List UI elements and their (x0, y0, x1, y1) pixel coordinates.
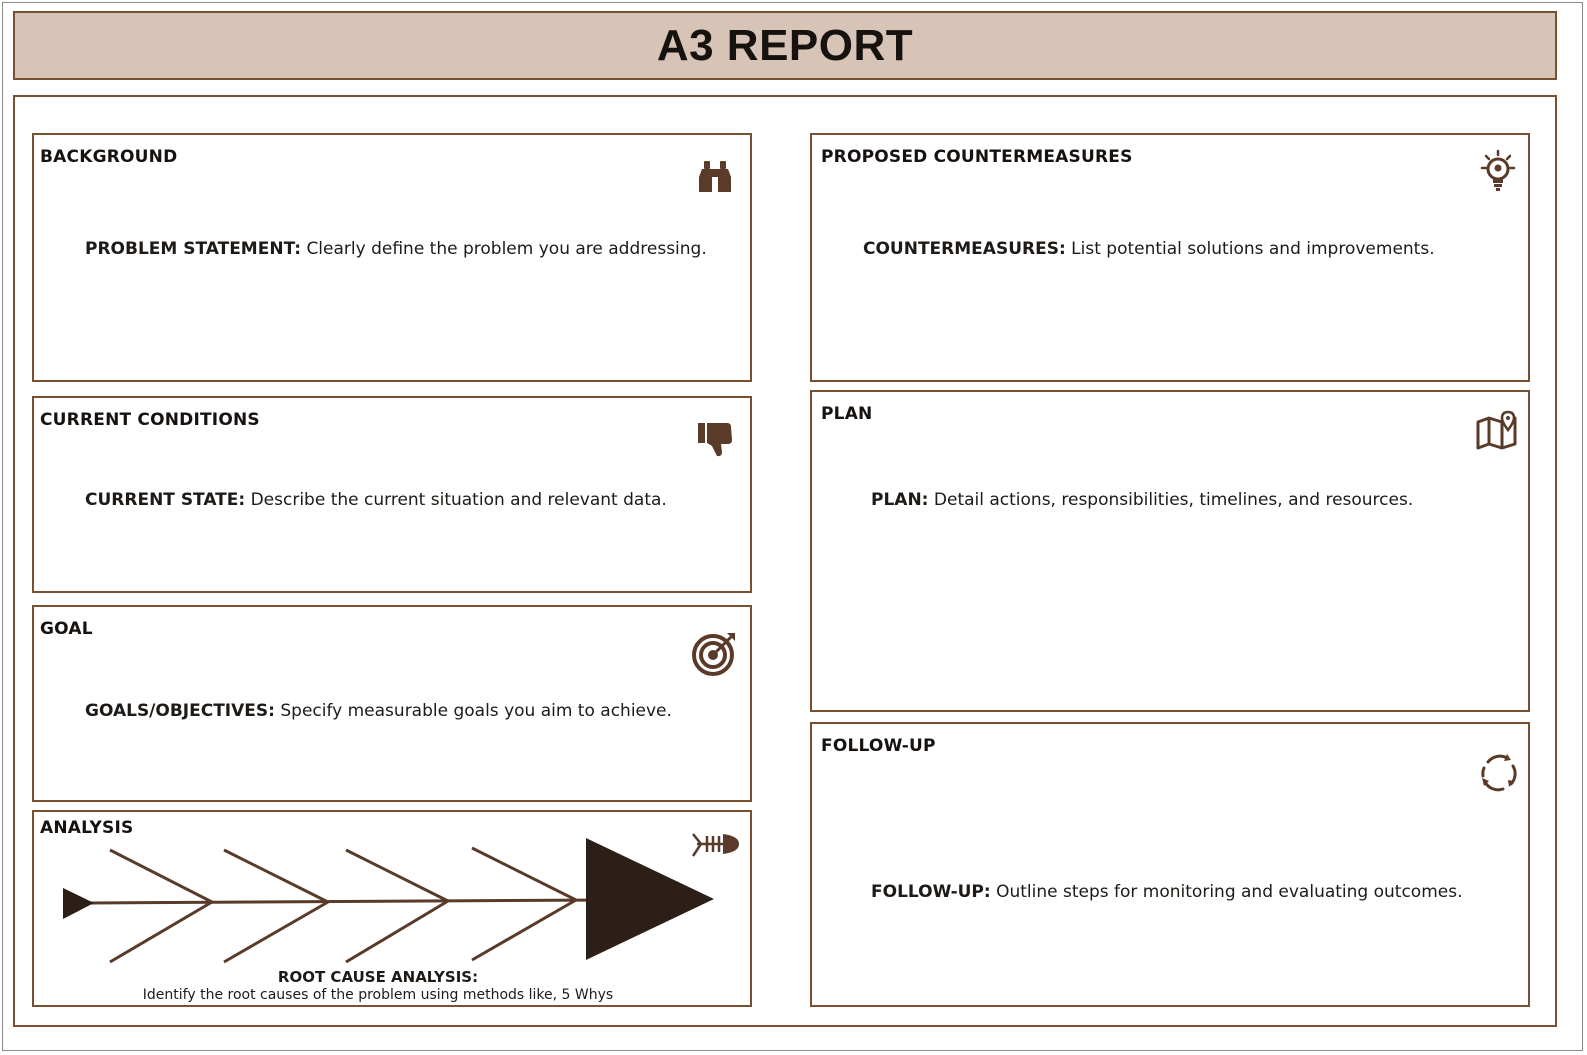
countermeasures-panel (810, 133, 1530, 382)
follow-up-label: FOLLOW-UP: (871, 882, 991, 902)
fishbone-diagram (56, 832, 716, 967)
countermeasures-statement (863, 239, 1435, 259)
root-cause-label: ROOT CAUSE ANALYSIS: (277, 968, 479, 986)
follow-up-panel (810, 722, 1530, 1007)
plan-panel (810, 390, 1530, 712)
plan-label: PLAN: (871, 490, 929, 510)
countermeasures-text: List potential solutions and improvements. (1071, 239, 1435, 259)
panel-title: FOLLOW-UP (821, 736, 936, 756)
current-state-text: Describe the current situation and relevant data. (250, 490, 667, 510)
goals-objectives-label: GOALS/OBJECTIVES: (85, 701, 275, 721)
panel-title: PLAN (821, 404, 873, 424)
follow-up-statement (871, 882, 1462, 902)
problem-statement-label: PROBLEM STATEMENT: (85, 239, 302, 259)
lightbulb-icon (1477, 149, 1519, 193)
problem-statement (85, 239, 707, 259)
target-icon (691, 629, 739, 677)
panel-title: CURRENT CONDITIONS (40, 410, 260, 430)
title-bar (13, 11, 1557, 80)
background-panel (32, 133, 752, 382)
current-state (85, 490, 667, 510)
thumbs-down-icon (697, 420, 735, 458)
binoculars-icon (697, 159, 733, 197)
panel-title: ANALYSIS (40, 818, 134, 838)
plan-text: Detail actions, responsibilities, timelines, and resources. (933, 490, 1414, 510)
report-title: A3 REPORT (656, 20, 914, 70)
goals-objectives-text: Specify measurable goals you aim to achieve. (280, 701, 672, 721)
current-state-label: CURRENT STATE: (85, 490, 246, 510)
plan-statement (871, 490, 1413, 510)
goal-panel (32, 605, 752, 802)
panel-title: PROPOSED COUNTERMEASURES (821, 147, 1133, 167)
goals-objectives (85, 701, 672, 721)
current-conditions-panel (32, 396, 752, 593)
cycle-icon (1479, 752, 1519, 794)
panel-title: BACKGROUND (40, 147, 178, 167)
root-cause-text: Identify the root causes of the problem using methods like, 5 Whys (142, 987, 614, 1003)
countermeasures-label: COUNTERMEASURES: (863, 239, 1066, 259)
panel-title: GOAL (40, 619, 93, 639)
problem-statement-text: Clearly define the problem you are addressing. (306, 239, 707, 259)
follow-up-text: Outline steps for monitoring and evaluating outcomes. (996, 882, 1463, 902)
map-icon (1475, 410, 1519, 450)
analysis-panel (32, 810, 752, 1007)
